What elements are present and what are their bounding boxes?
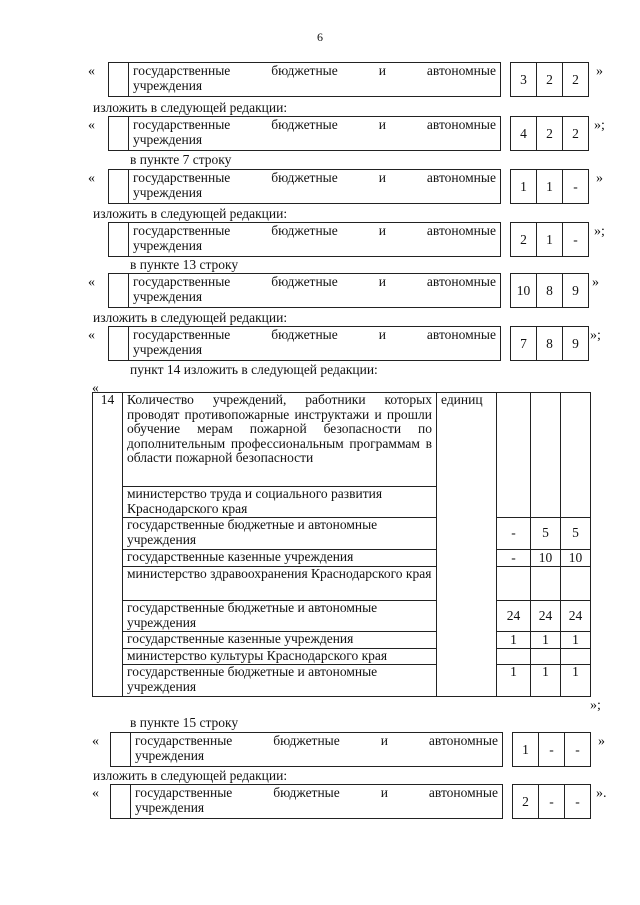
empty-cell <box>93 601 123 632</box>
close-quote: »; <box>590 328 601 343</box>
value-cell <box>497 393 531 487</box>
value-cell: 2 <box>537 63 563 97</box>
row-label: государственные бюджетные и автономные учреждения <box>129 223 501 257</box>
value-cell: 24 <box>497 601 531 632</box>
gap-cell <box>501 223 511 257</box>
empty-cell <box>437 518 497 550</box>
sub-row-label: министерство здравоохранения Краснодарского края <box>123 567 437 601</box>
empty-cell <box>109 63 129 97</box>
empty-cell <box>437 487 497 518</box>
value-cell: 3 <box>511 63 537 97</box>
open-quote: « <box>88 118 95 133</box>
row-table <box>108 273 589 308</box>
value-cell: 4 <box>511 117 537 151</box>
empty-cell <box>93 665 123 697</box>
row-table <box>108 62 589 97</box>
value-cell: - <box>563 223 589 257</box>
row-table <box>108 326 589 361</box>
sub-row-label: государственные бюджетные и автономные учреждения <box>123 665 437 697</box>
instruction-text: в пункте 15 строку <box>130 715 239 730</box>
value-cell: 1 <box>537 170 563 204</box>
value-cell: 8 <box>537 274 563 308</box>
value-cell <box>561 487 591 518</box>
value-cell: 1 <box>497 632 531 649</box>
close-quote: » <box>596 171 603 186</box>
item-number: 14 <box>93 393 123 487</box>
value-cell <box>531 393 561 487</box>
sub-row-label: министерство труда и социального развития Краснодарского края <box>123 487 437 518</box>
value-cell: 10 <box>511 274 537 308</box>
open-quote: « <box>92 380 99 395</box>
empty-cell <box>111 733 131 767</box>
row-table <box>108 222 589 257</box>
empty-cell <box>109 117 129 151</box>
empty-cell <box>93 487 123 518</box>
value-cell: 24 <box>531 601 561 632</box>
row-table <box>110 732 591 767</box>
page-number: 6 <box>317 30 323 44</box>
value-cell <box>531 487 561 518</box>
close-quote: »; <box>590 698 601 713</box>
value-cell: 1 <box>511 170 537 204</box>
open-quote: « <box>92 786 99 801</box>
value-cell: 2 <box>563 117 589 151</box>
value-cell: 1 <box>513 733 539 767</box>
value-cell: 5 <box>561 518 591 550</box>
close-quote: »; <box>594 118 605 133</box>
value-cell: - <box>563 170 589 204</box>
value-cell: 10 <box>531 550 561 567</box>
value-cell: - <box>565 733 591 767</box>
gap-cell <box>501 117 511 151</box>
value-cell: 9 <box>563 327 589 361</box>
instruction-text: изложить в следующей редакции: <box>93 100 288 115</box>
row-table <box>108 169 589 204</box>
value-cell <box>497 649 531 665</box>
gap-cell <box>501 327 511 361</box>
open-quote: « <box>88 64 95 79</box>
value-cell: - <box>539 785 565 819</box>
value-cell <box>561 649 591 665</box>
empty-cell <box>109 274 129 308</box>
empty-cell <box>93 649 123 665</box>
row-label: государственные бюджетные и автономные учреждения <box>129 63 501 97</box>
instruction-text: изложить в следующей редакции: <box>93 206 288 221</box>
sub-row-label: министерство культуры Краснодарского края <box>123 649 437 665</box>
value-cell: 2 <box>513 785 539 819</box>
value-cell: 7 <box>511 327 537 361</box>
sub-row-label: государственные бюджетные и автономные учреждения <box>123 601 437 632</box>
empty-cell <box>437 632 497 649</box>
value-cell: 2 <box>563 63 589 97</box>
empty-cell <box>437 665 497 697</box>
row-label: государственные бюджетные и автономные учреждения <box>129 274 501 308</box>
close-quote: »; <box>594 224 605 239</box>
row-label: государственные бюджетные и автономные учреждения <box>129 170 501 204</box>
sub-row-label: государственные бюджетные и автономные учреждения <box>123 518 437 550</box>
close-quote: » <box>592 275 599 290</box>
value-cell: 1 <box>531 665 561 697</box>
close-quote: » <box>596 64 603 79</box>
row-label: государственные бюджетные и автономные учреждения <box>131 785 503 819</box>
value-cell: 9 <box>563 274 589 308</box>
empty-cell <box>437 550 497 567</box>
value-cell: - <box>539 733 565 767</box>
value-cell <box>497 487 531 518</box>
value-cell: 1 <box>497 665 531 697</box>
value-cell: 2 <box>511 223 537 257</box>
empty-cell <box>109 223 129 257</box>
empty-cell <box>93 550 123 567</box>
empty-cell <box>109 170 129 204</box>
open-quote: « <box>88 171 95 186</box>
value-cell: 1 <box>561 665 591 697</box>
row-label: государственные бюджетные и автономные учреждения <box>131 733 503 767</box>
open-quote: « <box>88 328 95 343</box>
gap-cell <box>501 63 511 97</box>
instruction-text: изложить в следующей редакции: <box>93 768 288 783</box>
empty-cell <box>437 601 497 632</box>
gap-cell <box>503 785 513 819</box>
value-cell: - <box>497 550 531 567</box>
value-cell <box>531 567 561 601</box>
empty-cell <box>93 518 123 550</box>
value-cell: 8 <box>537 327 563 361</box>
value-cell: - <box>497 518 531 550</box>
value-cell: 5 <box>531 518 561 550</box>
value-cell: - <box>565 785 591 819</box>
sub-row-label: государственные казенные учреждения <box>123 550 437 567</box>
open-quote: « <box>92 734 99 749</box>
instruction-text: в пункте 7 строку <box>130 152 232 167</box>
value-cell: 1 <box>561 632 591 649</box>
empty-cell <box>437 649 497 665</box>
row-label: государственные бюджетные и автономные учреждения <box>129 327 501 361</box>
instruction-text: в пункте 13 строку <box>130 257 239 272</box>
empty-cell <box>437 567 497 601</box>
empty-cell <box>111 785 131 819</box>
value-cell: 24 <box>561 601 591 632</box>
close-quote: ». <box>596 786 607 801</box>
value-cell <box>531 649 561 665</box>
empty-cell <box>109 327 129 361</box>
sub-row-label: государственные казенные учреждения <box>123 632 437 649</box>
gap-cell <box>503 733 513 767</box>
empty-cell <box>93 632 123 649</box>
open-quote: « <box>88 275 95 290</box>
empty-cell <box>93 567 123 601</box>
value-cell <box>561 393 591 487</box>
gap-cell <box>501 170 511 204</box>
value-cell: 10 <box>561 550 591 567</box>
gap-cell <box>501 274 511 308</box>
value-cell <box>561 567 591 601</box>
item14-table <box>92 392 591 697</box>
instruction-text: изложить в следующей редакции: <box>93 310 288 325</box>
row-table <box>108 116 589 151</box>
value-cell: 1 <box>537 223 563 257</box>
close-quote: » <box>598 734 605 749</box>
value-cell: 1 <box>531 632 561 649</box>
value-cell: 2 <box>537 117 563 151</box>
item-title: Количество учреждений, работники которых проводят противопожарные инструктажи и прошли обучение мерам пожарной безопасности по дополнительным профессиональным программам в области пожарной безопасности <box>123 393 437 487</box>
instruction-text: пункт 14 изложить в следующей редакции: <box>130 362 378 377</box>
unit-cell: единиц <box>437 393 497 487</box>
value-cell <box>497 567 531 601</box>
row-table <box>110 784 591 819</box>
row-label: государственные бюджетные и автономные учреждения <box>129 117 501 151</box>
